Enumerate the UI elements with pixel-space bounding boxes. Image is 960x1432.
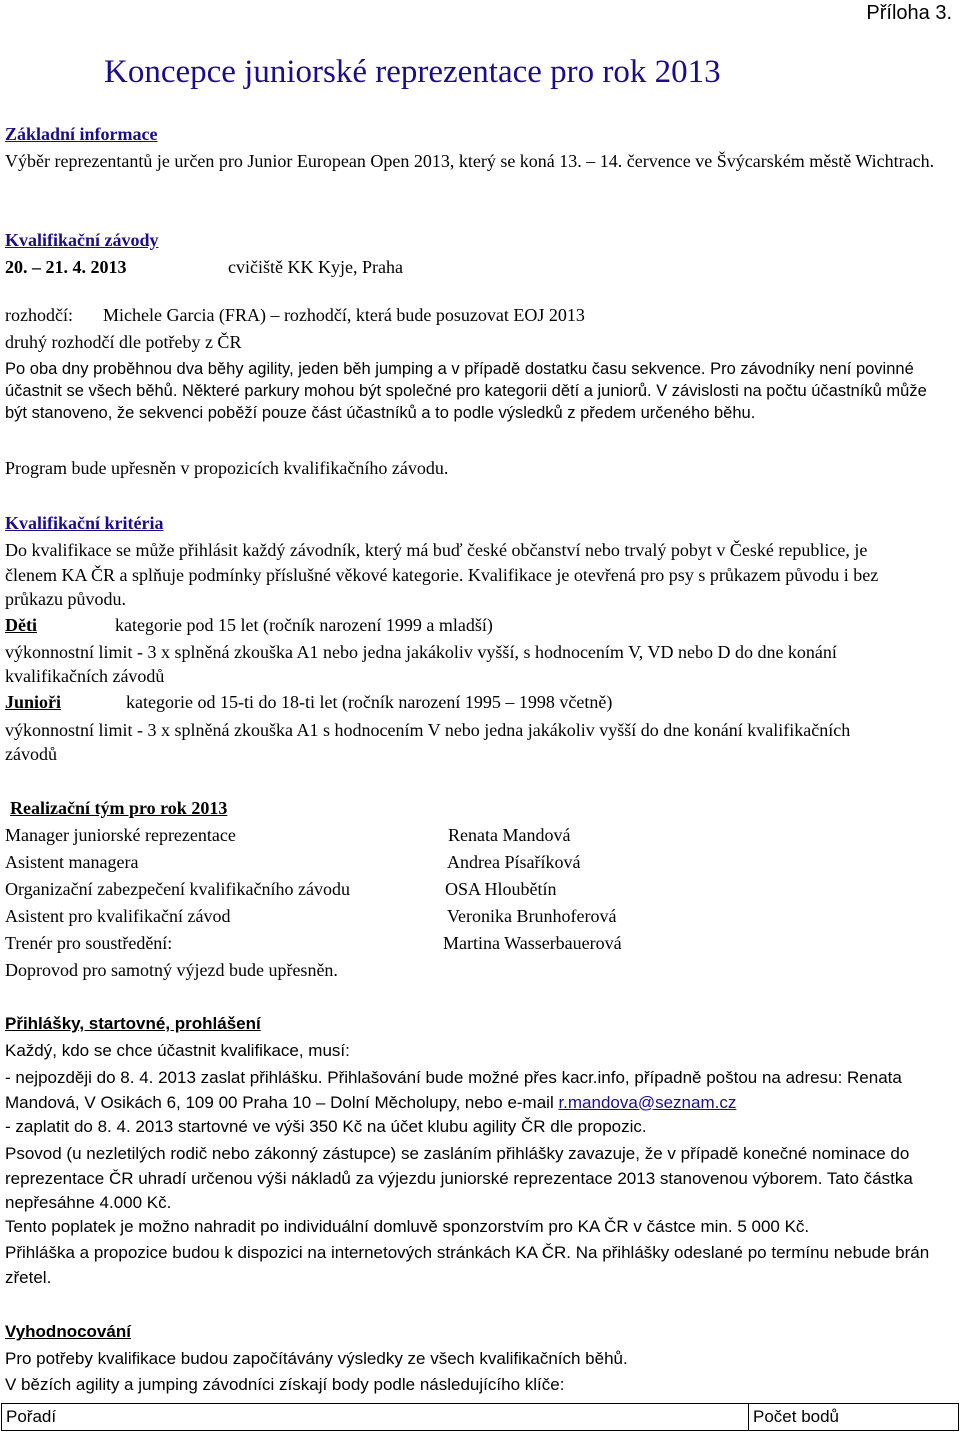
annex-label: Příloha 3.	[866, 2, 952, 24]
kids-label: Děti	[5, 615, 37, 635]
team-member: OSA Hloubětín	[445, 879, 557, 899]
team-member: Veronika Brunhoferová	[447, 906, 617, 926]
applications-item-fee: - zaplatit do 8. 4. 2013 startovné ve výši 350 Kč na účet klubu agility ČR dle propozic.	[5, 1117, 647, 1136]
team-role: Asistent pro kvalifikační závod	[5, 906, 231, 926]
team-member: Renata Mandová	[448, 825, 571, 845]
second-judge: druhý rozhodčí dle potřeby z ČR	[5, 332, 242, 352]
basic-info-text: Výběr reprezentantů je určen pro Junior European Open 2013, který se koná 13. – 14. července ve Švýcarském městě Wichtrach.	[5, 151, 935, 171]
qualification-date: 20. – 21. 4. 2013	[5, 257, 127, 277]
judge-value: Michele Garcia (FRA) – rozhodčí, která bude posuzovat EOJ 2013	[103, 305, 585, 325]
table-header-position: Pořadí	[2, 1404, 749, 1431]
table-header-points: Počet bodů	[749, 1404, 959, 1431]
team-member: Andrea Písaříková	[447, 852, 581, 872]
juniors-limit: výkonnostní limit - 3 x splněná zkouška A1 s hodnocením V nebo jedna jakákoliv vyšší do dne konání kvalifikačních závodů	[5, 720, 851, 764]
section-heading-applications: Přihlášky, startovné, prohlášení	[5, 1014, 261, 1033]
team-member: Martina Wasserbauerová	[443, 933, 622, 953]
evaluation-text-1: Pro potřeby kvalifikace budou započítávány výsledky ze všech kvalifikačních běhů.	[5, 1349, 628, 1368]
section-heading-criteria: Kvalifikační kritéria	[5, 513, 164, 533]
program-sequence: V závislosti na počtu účastníků může být stanoveno, že sekvenci poběží pouze část účastníků a to podle výsledků z předem určeného běhu.	[5, 382, 927, 422]
program-optional: Pro závodníky není povinné účastnit se všech běhů.	[5, 360, 914, 400]
team-role: Trenér pro soustředění:	[5, 933, 173, 953]
team-role: Organizační zabezpečení kvalifikačního závodu	[5, 879, 350, 899]
page-title: Koncepce juniorské reprezentace pro rok 2013	[104, 54, 721, 90]
section-heading-evaluation: Vyhodnocování	[5, 1322, 131, 1341]
program-paragraph	[5, 358, 950, 424]
juniors-category: kategorie od 15-ti do 18-ti let (ročník narození 1995 – 1998 včetně)	[126, 692, 613, 712]
team-role: Asistent managera	[5, 852, 139, 872]
applications-sponsorship: Tento poplatek je možno nahradit po individuální domluvě sponzorstvím pro KA ČR v částce min. 5 000 Kč.	[5, 1217, 810, 1236]
applications-obligation: Psovod (u nezletilých rodič nebo zákonný zástupce) se zasláním přihlášky zavazuje, že v případě konečné nominace do reprezentace ČR uhradí určenou výši nákladů za výjezdu juniorské reprezentace 2013 stanovenou výborem. Tato částka nepřesáhne 4.000 Kč.	[5, 1144, 913, 1212]
program-shared: Některé parkury mohou být společné pro kategorii dětí a juniorů.	[182, 382, 652, 400]
qualification-place: cvičiště KK Kyje, Praha	[228, 257, 403, 277]
section-heading-team: Realizační tým pro rok 2013	[10, 798, 228, 818]
kids-category: kategorie pod 15 let (ročník narození 1999 a mladší)	[115, 615, 493, 635]
judge-label: rozhodčí:	[5, 305, 73, 325]
section-heading-basic: Základní informace	[5, 124, 158, 144]
applications-intro: Každý, kdo se chce účastnit kvalifikace, musí:	[5, 1041, 350, 1060]
points-table	[1, 1403, 959, 1431]
table-header-row	[2, 1404, 959, 1431]
applications-item-register	[5, 1066, 945, 1115]
program-note: Program bude upřesněn v propozicích kvalifikačního závodu.	[5, 458, 449, 478]
team-role: Manager juniorské reprezentace	[5, 825, 236, 845]
applications-website: Přihláška a propozice budou k dispozici na internetových stránkách KA ČR. Na přihlášky odeslané po termínu nebude brán zřetel.	[5, 1243, 930, 1287]
escort-note: Doprovod pro samotný výjezd bude upřesněn.	[5, 960, 338, 980]
juniors-label: Junioři	[5, 692, 62, 712]
program-runs: Po oba dny proběhnou dva běhy agility, jeden běh jumping a v případě dostatku času sekvence.	[5, 360, 706, 378]
criteria-text: Do kvalifikace se může přihlásit každý závodník, který má buď české občanství nebo trvalý pobyt v České republice, je členem KA ČR a splňuje podmínky příslušné věkové kategorie. Kvalifikace je otevřená pro psy s průkazem původu i bez průkazu původu.	[5, 540, 879, 609]
evaluation-text-2: V bězích agility a jumping závodníci získají body podle následujícího klíče:	[5, 1375, 565, 1394]
kids-limit: výkonnostní limit - 3 x splněná zkouška A1 nebo jedna jakákoliv vyšší, s hodnocením V, VD nebo D do dne konání kvalifikačních závodů	[5, 642, 837, 686]
email-link[interactable]: r.mandova@seznam.cz	[558, 1092, 737, 1112]
section-heading-qualification: Kvalifikační závody	[5, 230, 159, 250]
register-text: - nejpozději do 8. 4. 2013 zaslat přihlášku. Přihlašování bude možné přes kacr.info, případně poštou na adresu: Renata Mandová, V Osikách 6, 109 00 Praha 10 – Dolní Měcholupy, nebo e-mail	[5, 1068, 902, 1112]
